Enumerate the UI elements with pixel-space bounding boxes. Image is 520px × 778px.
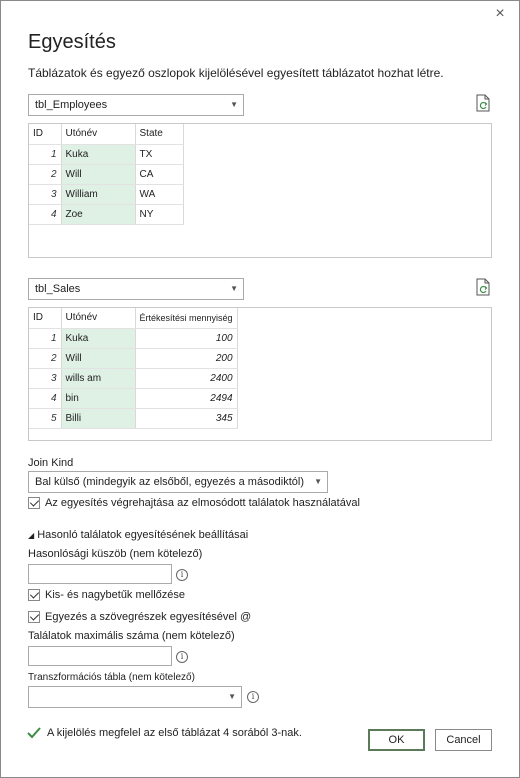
status-message: A kijelölés megfelel az első táblázat 4 sorából 3-nak. [47, 727, 302, 739]
match-text-parts-checkbox[interactable] [28, 611, 40, 623]
check-icon [27, 726, 41, 740]
cell-first-name: Zoe [61, 204, 135, 224]
table-row [29, 184, 183, 204]
cell-sales-quantity: 2400 [135, 368, 237, 388]
cell-id: 2 [29, 348, 61, 368]
cell-sales-quantity: 200 [135, 348, 237, 368]
table1-grid [29, 124, 184, 225]
dialog-subtitle: Táblázatok és egyező oszlopok kijelölésével egyesített táblázatot hozhat létre. [28, 66, 444, 80]
table2-grid [29, 308, 238, 429]
cell-sales-quantity: 100 [135, 328, 237, 348]
table-row [29, 204, 183, 224]
cell-state: NY [135, 204, 183, 224]
dialog-title: Egyesítés [28, 31, 116, 53]
chevron-down-icon: ▼ [228, 692, 236, 701]
chevron-down-icon: ▼ [230, 284, 238, 293]
similarity-threshold-label: Hasonlósági küszöb (nem kötelező) [28, 548, 203, 560]
join-kind-select-value: Bal külső (mindegyik az elsőből, egyezés a másodiktól) [35, 476, 305, 488]
fuzzy-match-label: Az egyesítés végrehajtása az elmosódott találatok használatával [45, 497, 360, 509]
table-row [29, 368, 237, 388]
cell-id: 1 [29, 144, 61, 164]
table-header-row [29, 308, 237, 328]
join-kind-select[interactable] [28, 471, 328, 493]
refresh-preview-icon[interactable] [475, 94, 491, 112]
cell-state: WA [135, 184, 183, 204]
join-kind-label: Join Kind [28, 457, 74, 469]
table1-preview [28, 123, 492, 258]
similarity-threshold-input[interactable] [28, 564, 172, 584]
table-row [29, 348, 237, 368]
fuzzy-section-label: Hasonló találatok egyesítésének beállításai [37, 529, 249, 541]
refresh-preview-icon[interactable] [475, 278, 491, 296]
fuzzy-match-checkbox[interactable] [28, 497, 40, 509]
transform-table-label: Transzformációs tábla (nem kötelező) [28, 672, 195, 683]
cell-first-name: Will [61, 348, 135, 368]
max-matches-label: Találatok maximális száma (nem kötelező) [28, 630, 235, 642]
transform-table-select[interactable] [28, 686, 242, 708]
info-icon[interactable]: i [176, 651, 188, 663]
table2-select[interactable] [28, 278, 244, 300]
table-row [29, 328, 237, 348]
close-icon[interactable]: × [495, 5, 505, 22]
match-text-parts-label: Egyezés a szövegrészek egyesítésével @ [45, 611, 252, 623]
triangle-collapse-icon: ◢ [28, 531, 35, 540]
cell-first-name: Kuka [61, 328, 135, 348]
ignore-case-label: Kis- és nagybetűk mellőzése [45, 589, 186, 601]
table1-select[interactable] [28, 94, 244, 116]
max-matches-input[interactable] [28, 646, 172, 666]
column-header-first-name[interactable]: Utónév [61, 124, 135, 144]
fuzzy-section-header[interactable] [28, 529, 248, 541]
cell-first-name: Billi [61, 408, 135, 428]
cell-first-name: William [61, 184, 135, 204]
cell-first-name: bin [61, 388, 135, 408]
cell-sales-quantity: 2494 [135, 388, 237, 408]
column-header-id[interactable]: ID [29, 124, 61, 144]
table-row [29, 164, 183, 184]
cell-state: TX [135, 144, 183, 164]
column-header-id[interactable]: ID [29, 308, 61, 328]
chevron-down-icon: ▼ [314, 477, 322, 486]
cell-id: 4 [29, 204, 61, 224]
cell-first-name: wills am [61, 368, 135, 388]
table-row [29, 388, 237, 408]
column-header-sales-quantity[interactable]: Értékesítési mennyiség [135, 308, 237, 328]
table-header-row [29, 124, 183, 144]
cell-first-name: Will [61, 164, 135, 184]
cell-id: 5 [29, 408, 61, 428]
cell-id: 2 [29, 164, 61, 184]
table2-select-value: tbl_Sales [35, 283, 81, 295]
cell-state: CA [135, 164, 183, 184]
cell-sales-quantity: 345 [135, 408, 237, 428]
ok-button[interactable]: OK [368, 729, 425, 751]
column-header-state[interactable]: State [135, 124, 183, 144]
table2-preview [28, 307, 492, 441]
cell-first-name: Kuka [61, 144, 135, 164]
chevron-down-icon: ▼ [230, 100, 238, 109]
table-row [29, 408, 237, 428]
cancel-button[interactable]: Cancel [435, 729, 492, 751]
cell-id: 3 [29, 184, 61, 204]
info-icon[interactable]: i [247, 691, 259, 703]
info-icon[interactable]: i [176, 569, 188, 581]
table-row [29, 144, 183, 164]
table1-select-value: tbl_Employees [35, 99, 108, 111]
cell-id: 1 [29, 328, 61, 348]
cell-id: 4 [29, 388, 61, 408]
cell-id: 3 [29, 368, 61, 388]
ignore-case-checkbox[interactable] [28, 589, 40, 601]
column-header-first-name[interactable]: Utónév [61, 308, 135, 328]
